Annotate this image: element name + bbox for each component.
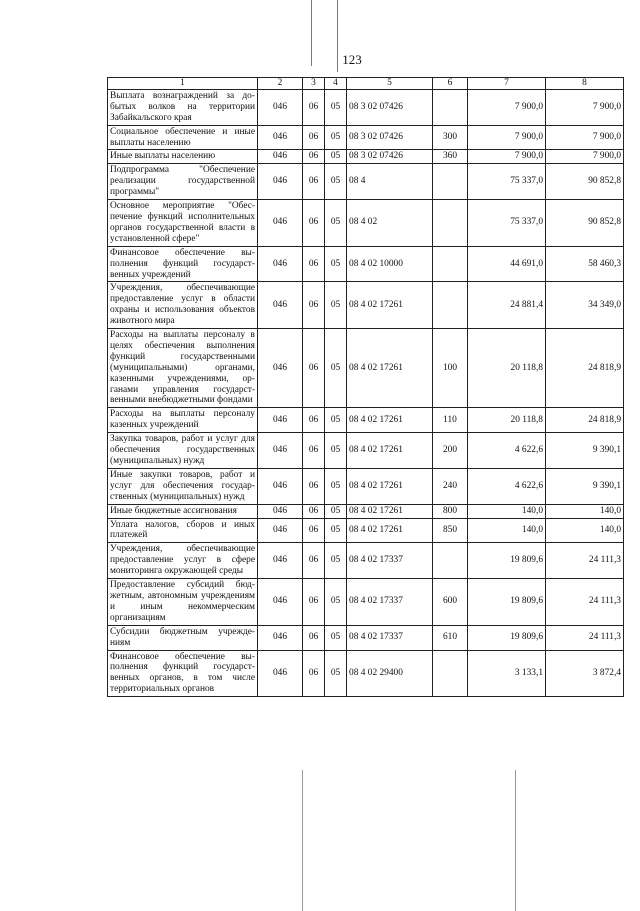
amount-year-2: 24 111,3 [546, 543, 624, 579]
amount-year-2: 24 111,3 [546, 579, 624, 626]
budget-table [107, 77, 624, 697]
item-name: Иные закупки товаров, работ и услуг для обеспечения государственных (муниципальных) нужд [108, 468, 258, 504]
table-row [108, 246, 624, 282]
table-row [108, 543, 624, 579]
subsection-code: 05 [325, 150, 347, 164]
subsection-code: 05 [325, 625, 347, 650]
section-code: 06 [303, 246, 325, 282]
ministry-code: 046 [258, 200, 303, 247]
table-row [108, 579, 624, 626]
column-header: 3 [303, 78, 325, 90]
ministry-code: 046 [258, 504, 303, 518]
table-row [108, 625, 624, 650]
target-article-code: 08 4 02 17261 [347, 433, 433, 469]
table-body [108, 89, 624, 696]
expense-type-code [433, 282, 468, 329]
item-name: Расходы на выплаты персоналу в целях обеспечения выполнения функций государственными (муниципальными) органами, казенными учреждениями, органами управления государственными внебюджетными фондами [108, 329, 258, 408]
ministry-code: 046 [258, 150, 303, 164]
subsection-code: 05 [325, 504, 347, 518]
amount-year-1: 7 900,0 [468, 125, 546, 150]
column-header: 6 [433, 78, 468, 90]
expense-type-code: 610 [433, 625, 468, 650]
page-number: 123 [342, 52, 362, 67]
expense-type-code [433, 164, 468, 200]
subsection-code: 05 [325, 518, 347, 543]
expense-type-code [433, 200, 468, 247]
target-article-code: 08 4 [347, 164, 433, 200]
table-row [108, 468, 624, 504]
amount-year-2: 58 460,3 [546, 246, 624, 282]
subsection-code: 05 [325, 543, 347, 579]
table-row [108, 200, 624, 247]
item-name: Предоставление субсидий бюджетным, автономным учреждениям и иным некоммерческим организациям [108, 579, 258, 626]
expense-type-code: 240 [433, 468, 468, 504]
section-code: 06 [303, 125, 325, 150]
subsection-code: 05 [325, 433, 347, 469]
amount-year-1: 24 881,4 [468, 282, 546, 329]
amount-year-2: 140,0 [546, 518, 624, 543]
scan-artifact-line [302, 770, 303, 911]
amount-year-1: 140,0 [468, 518, 546, 543]
table-row [108, 164, 624, 200]
table-row [108, 504, 624, 518]
amount-year-2: 7 900,0 [546, 125, 624, 150]
subsection-code: 05 [325, 408, 347, 433]
item-name: Субсидии бюджетным учреждениям [108, 625, 258, 650]
section-code: 06 [303, 579, 325, 626]
target-article-code: 08 4 02 17337 [347, 579, 433, 626]
ministry-code: 046 [258, 164, 303, 200]
target-article-code: 08 3 02 07426 [347, 125, 433, 150]
amount-year-1: 20 118,8 [468, 329, 546, 408]
target-article-code: 08 4 02 10000 [347, 246, 433, 282]
target-article-code: 08 3 02 07426 [347, 89, 433, 125]
expense-type-code: 360 [433, 150, 468, 164]
amount-year-2: 34 349,0 [546, 282, 624, 329]
target-article-code: 08 4 02 17261 [347, 329, 433, 408]
expense-type-code: 850 [433, 518, 468, 543]
item-name: Иные выплаты населению [108, 150, 258, 164]
table-row [108, 433, 624, 469]
section-code: 06 [303, 200, 325, 247]
section-code: 06 [303, 518, 325, 543]
subsection-code: 05 [325, 125, 347, 150]
amount-year-1: 140,0 [468, 504, 546, 518]
column-header: 5 [347, 78, 433, 90]
column-header: 1 [108, 78, 258, 90]
subsection-code: 05 [325, 579, 347, 626]
table-row [108, 282, 624, 329]
item-name: Выплата вознаграждений за добытых волков на территории Забайкальского края [108, 89, 258, 125]
ministry-code: 046 [258, 125, 303, 150]
table-row [108, 650, 624, 697]
amount-year-1: 7 900,0 [468, 150, 546, 164]
amount-year-1: 4 622,6 [468, 433, 546, 469]
subsection-code: 05 [325, 246, 347, 282]
target-article-code: 08 4 02 17261 [347, 282, 433, 329]
amount-year-1: 75 337,0 [468, 164, 546, 200]
table-row [108, 125, 624, 150]
table-row [108, 329, 624, 408]
amount-year-2: 3 872,4 [546, 650, 624, 697]
expense-type-code [433, 543, 468, 579]
subsection-code: 05 [325, 164, 347, 200]
item-name: Финансовое обеспечение выполнения функций государственных органов, в том числе территориальных органов [108, 650, 258, 697]
subsection-code: 05 [325, 650, 347, 697]
target-article-code: 08 4 02 17261 [347, 468, 433, 504]
amount-year-2: 9 390,1 [546, 433, 624, 469]
item-name: Учреждения, обеспечивающие предоставление услуг в области охраны и использования объектов животного мира [108, 282, 258, 329]
expense-type-code: 300 [433, 125, 468, 150]
ministry-code: 046 [258, 282, 303, 329]
scan-artifact-line [515, 770, 516, 911]
item-name: Основное мероприятие "Обеспечение функций исполнительных органов государственной власти в установленной сфере" [108, 200, 258, 247]
expense-type-code: 100 [433, 329, 468, 408]
expense-type-code: 200 [433, 433, 468, 469]
amount-year-2: 24 111,3 [546, 625, 624, 650]
column-header: 4 [325, 78, 347, 90]
ministry-code: 046 [258, 246, 303, 282]
amount-year-2: 90 852,8 [546, 164, 624, 200]
table-row [108, 150, 624, 164]
section-code: 06 [303, 89, 325, 125]
ministry-code: 046 [258, 650, 303, 697]
amount-year-1: 19 809,6 [468, 543, 546, 579]
subsection-code: 05 [325, 200, 347, 247]
item-name: Иные бюджетные ассигнования [108, 504, 258, 518]
target-article-code: 08 4 02 [347, 200, 433, 247]
section-code: 06 [303, 543, 325, 579]
ministry-code: 046 [258, 408, 303, 433]
column-header: 8 [546, 78, 624, 90]
amount-year-1: 4 622,6 [468, 468, 546, 504]
expense-type-code: 110 [433, 408, 468, 433]
amount-year-1: 75 337,0 [468, 200, 546, 247]
section-code: 06 [303, 282, 325, 329]
ministry-code: 046 [258, 543, 303, 579]
expense-type-code: 600 [433, 579, 468, 626]
table-row [108, 89, 624, 125]
subsection-code: 05 [325, 89, 347, 125]
item-name: Закупка товаров, работ и услуг для обеспечения государственных (муниципальных) нужд [108, 433, 258, 469]
table-header-row [108, 78, 624, 90]
target-article-code: 08 4 02 17261 [347, 504, 433, 518]
target-article-code: 08 4 02 17337 [347, 543, 433, 579]
target-article-code: 08 4 02 29400 [347, 650, 433, 697]
amount-year-2: 7 900,0 [546, 150, 624, 164]
section-code: 06 [303, 468, 325, 504]
ministry-code: 046 [258, 579, 303, 626]
subsection-code: 05 [325, 329, 347, 408]
table-row [108, 518, 624, 543]
section-code: 06 [303, 164, 325, 200]
expense-type-code [433, 246, 468, 282]
expense-type-code [433, 650, 468, 697]
section-code: 06 [303, 433, 325, 469]
subsection-code: 05 [325, 282, 347, 329]
section-code: 06 [303, 504, 325, 518]
amount-year-2: 7 900,0 [546, 89, 624, 125]
amount-year-1: 7 900,0 [468, 89, 546, 125]
amount-year-2: 90 852,8 [546, 200, 624, 247]
subsection-code: 05 [325, 468, 347, 504]
amount-year-2: 9 390,1 [546, 468, 624, 504]
amount-year-2: 24 818,9 [546, 408, 624, 433]
ministry-code: 046 [258, 433, 303, 469]
item-name: Финансовое обеспечение выполнения функций государственных учреждений [108, 246, 258, 282]
amount-year-1: 20 118,8 [468, 408, 546, 433]
item-name: Социальное обеспечение и иные выплаты населению [108, 125, 258, 150]
section-code: 06 [303, 329, 325, 408]
ministry-code: 046 [258, 625, 303, 650]
section-code: 06 [303, 150, 325, 164]
target-article-code: 08 3 02 07426 [347, 150, 433, 164]
item-name: Учреждения, обеспечивающие предоставление услуг в сфере мониторинга окружающей среды [108, 543, 258, 579]
item-name: Уплата налогов, сборов и иных платежей [108, 518, 258, 543]
amount-year-1: 3 133,1 [468, 650, 546, 697]
ministry-code: 046 [258, 329, 303, 408]
section-code: 06 [303, 408, 325, 433]
ministry-code: 046 [258, 518, 303, 543]
amount-year-1: 44 691,0 [468, 246, 546, 282]
target-article-code: 08 4 02 17261 [347, 518, 433, 543]
expense-type-code: 800 [433, 504, 468, 518]
amount-year-1: 19 809,6 [468, 625, 546, 650]
column-header: 7 [468, 78, 546, 90]
ministry-code: 046 [258, 89, 303, 125]
target-article-code: 08 4 02 17337 [347, 625, 433, 650]
ministry-code: 046 [258, 468, 303, 504]
column-header: 2 [258, 78, 303, 90]
expense-type-code [433, 89, 468, 125]
amount-year-1: 19 809,6 [468, 579, 546, 626]
item-name: Расходы на выплаты персоналу казенных учреждений [108, 408, 258, 433]
amount-year-2: 140,0 [546, 504, 624, 518]
section-code: 06 [303, 650, 325, 697]
table-row [108, 408, 624, 433]
item-name: Подпрограмма "Обеспечение реализации государственной программы" [108, 164, 258, 200]
section-code: 06 [303, 625, 325, 650]
amount-year-2: 24 818,9 [546, 329, 624, 408]
target-article-code: 08 4 02 17261 [347, 408, 433, 433]
